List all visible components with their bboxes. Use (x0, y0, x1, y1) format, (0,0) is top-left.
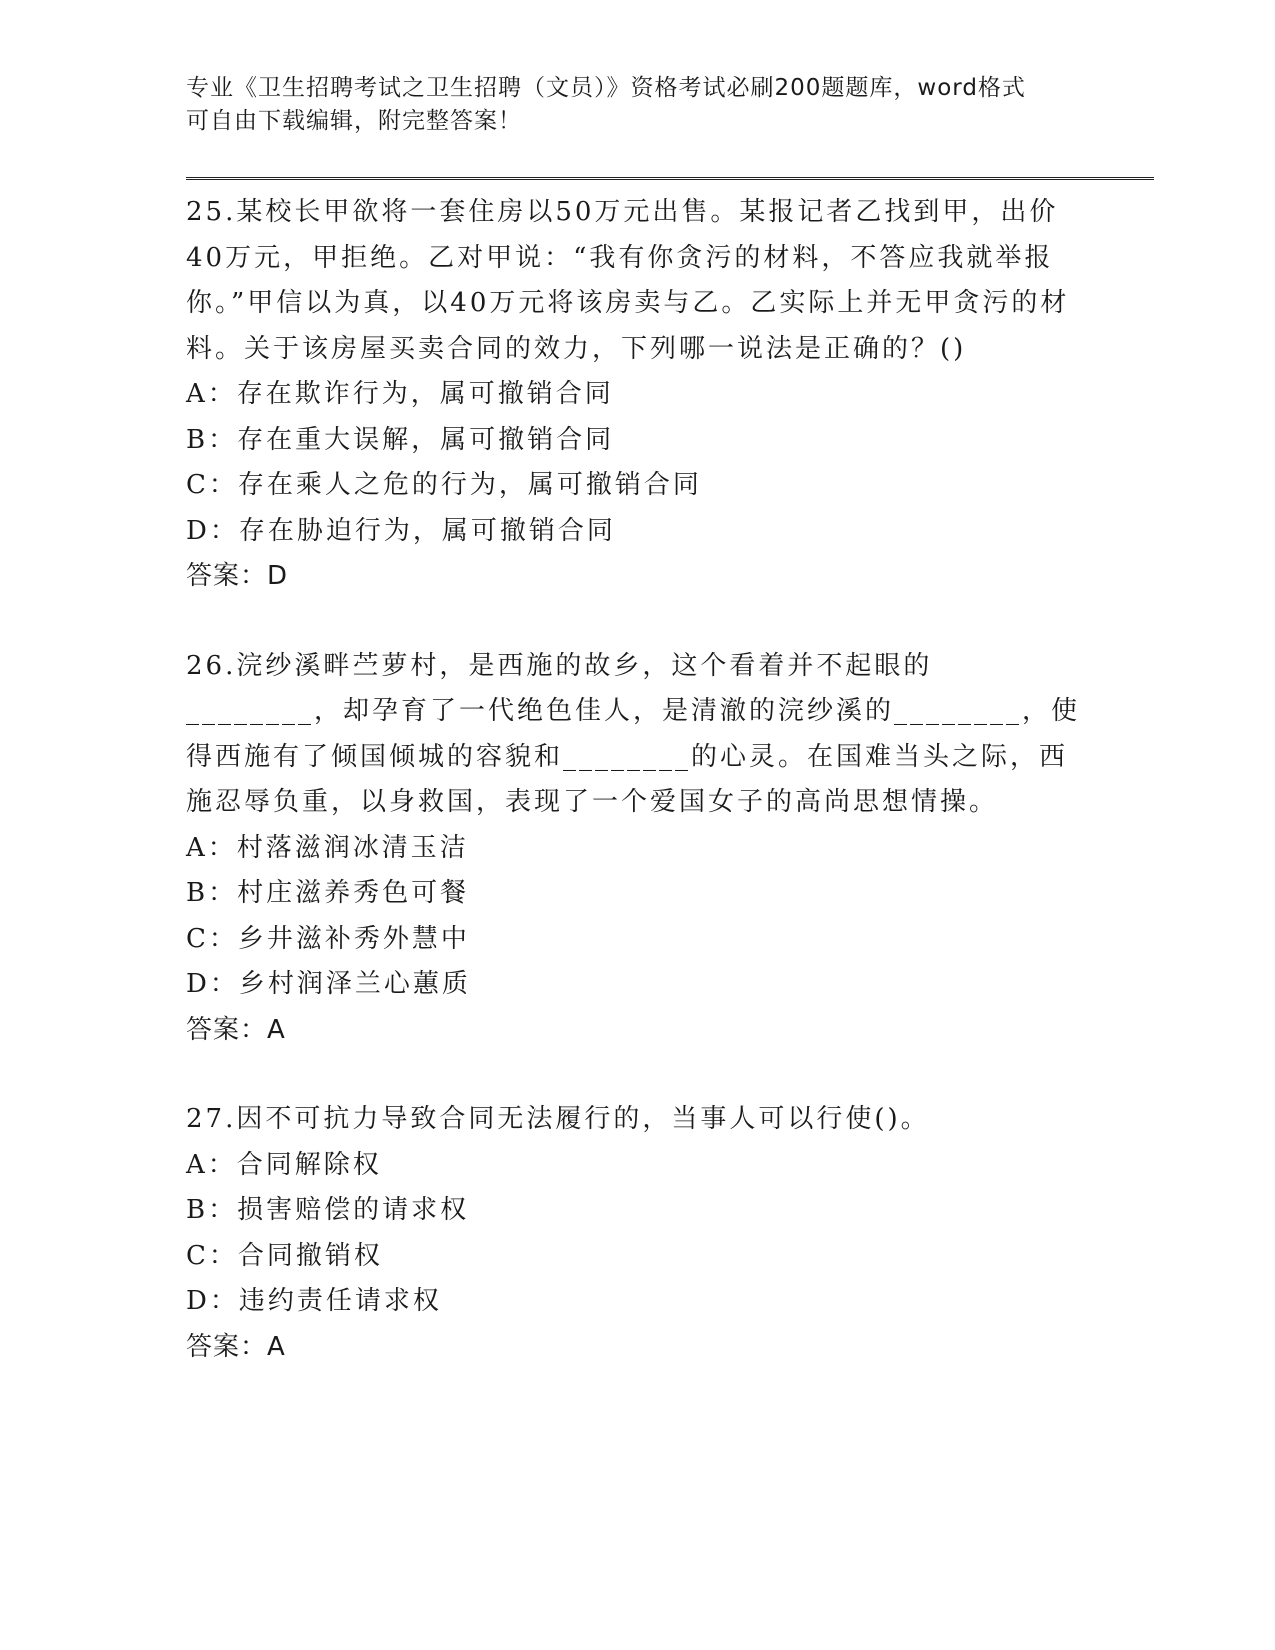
option-d: D：存在胁迫行为，属可撤销合同 (186, 515, 616, 546)
question-stem: 25.某校长甲欲将一套住房以50万元出售。某报记者乙找到甲，出价40万元，甲拒绝。乙对甲说：“我有你贪污的材料，不答应我就举报你。”甲信以为真，以40万元将该房卖与乙。乙实际上并无甲贪污的材料。关于该房屋买卖合同的效力，下列哪一说法是正确的？() (186, 197, 1070, 364)
question-stem: 26.浣纱溪畔苎萝村，是西施的故乡，这个看着并不起眼的________，却孕育了一代绝色佳人，是清澈的浣纱溪的________，使得西施有了倾国倾城的容貌和________的心灵。在国难当头之际，西施忍辱负重，以身救国，表现了一个爱国女子的高尚思想情操。 (186, 650, 1081, 817)
option-a: A：合同解除权 (186, 1149, 382, 1180)
option-b: B：损害赔偿的请求权 (186, 1195, 470, 1225)
question-27 (186, 1097, 1086, 1370)
question-26 (186, 644, 1086, 1054)
option-c: C：存在乘人之危的行为，属可撤销合同 (186, 470, 702, 500)
question-list (186, 190, 1086, 1414)
answer-label: 答案：A (186, 1014, 286, 1045)
header-divider (186, 177, 1154, 180)
option-c: C：乡井滋补秀外慧中 (186, 923, 470, 954)
header-title-line-2: 可自由下载编辑，附完整答案！ (186, 108, 522, 134)
header-title-line-1: 专业《卫生招聘考试之卫生招聘（文员）》资格考试必刷200题题库，word格式 (186, 75, 1026, 101)
option-d: D：乡村润泽兰心蕙质 (186, 969, 471, 999)
option-a: A：村落滋润冰清玉洁 (186, 832, 469, 863)
option-b: B：村庄滋养秀色可餐 (186, 878, 470, 908)
option-c: C：合同撤销权 (186, 1240, 383, 1271)
question-stem: 27.因不可抗力导致合同无法履行的，当事人可以行使()。 (186, 1104, 930, 1134)
answer-label: 答案：D (186, 561, 289, 591)
option-a: A：存在欺诈行为，属可撤销合同 (186, 379, 614, 409)
option-d: D：违约责任请求权 (186, 1286, 442, 1316)
question-25 (186, 190, 1086, 600)
answer-label: 答案：A (186, 1331, 286, 1362)
option-b: B：存在重大误解，属可撤销合同 (186, 424, 615, 455)
document-header (186, 72, 1086, 138)
